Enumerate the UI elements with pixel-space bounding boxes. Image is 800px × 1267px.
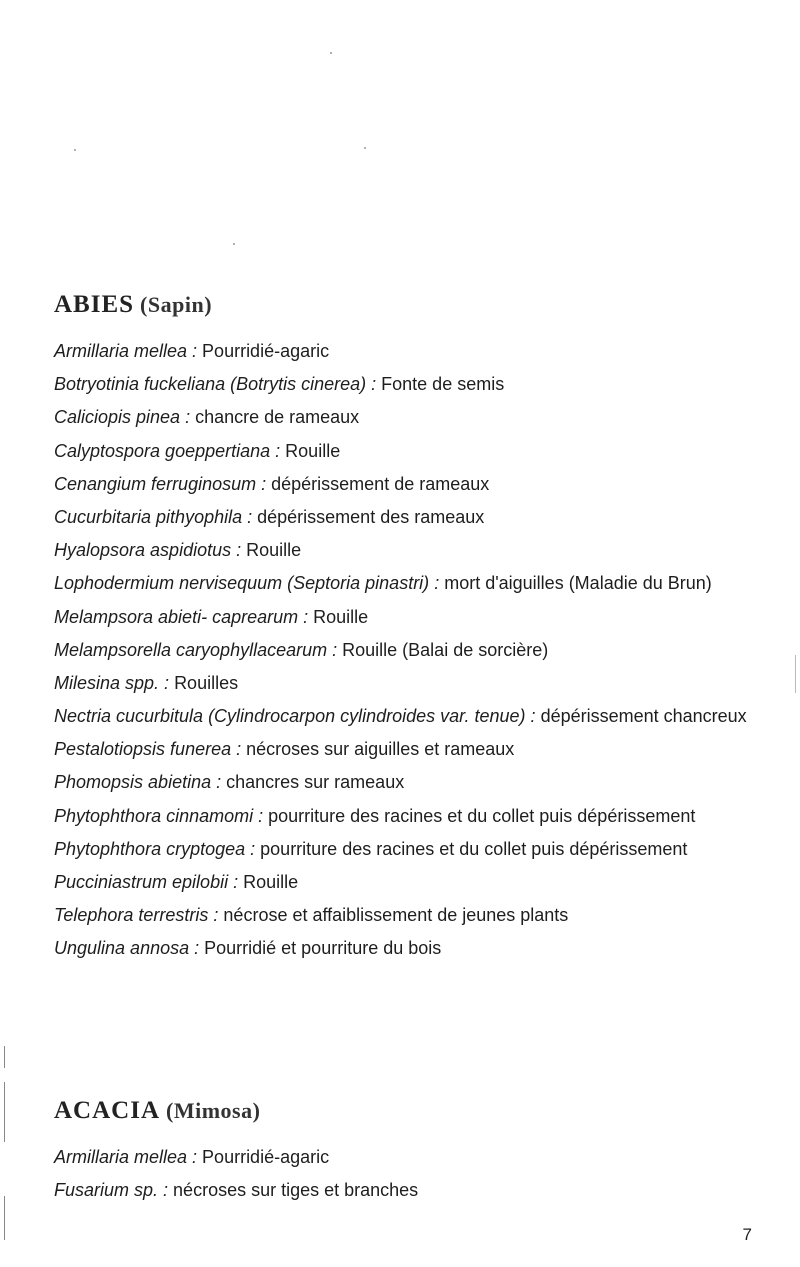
list-item [54,539,764,561]
entry-list [54,340,764,959]
list-item [54,340,764,362]
separator: : [270,440,286,461]
separator: : [429,573,445,594]
separator: : [245,838,261,859]
disease-description: Pourridié et pourriture du bois [204,938,442,959]
species-name: Fusarium sp. [54,1180,159,1201]
separator: : [298,606,314,627]
scan-margin-line [4,1196,5,1240]
disease-description: chancres sur rameaux [226,772,405,793]
separator: : [208,905,224,926]
separator: : [327,639,343,660]
species-name: Cenangium ferruginosum [54,473,257,494]
disease-description: mort d'aiguilles (Maladie du Brun) [444,573,712,594]
separator: : [242,506,258,527]
disease-description: Pourridié-agaric [202,341,330,361]
list-item [54,904,764,926]
separator: : [158,1180,174,1201]
scan-margin-line [4,1082,5,1142]
list-item [54,506,764,528]
separator: : [211,772,227,793]
separator: : [187,341,203,361]
disease-description: chancre de rameaux [195,407,360,428]
disease-description: pourriture des racines et du collet puis dépérissement [268,805,696,826]
scan-speck [233,243,235,245]
list-item [54,771,764,793]
entry-list [54,1146,764,1201]
species-name: Milesina spp. [54,672,160,693]
list-item [54,705,764,727]
species-name: Armillaria mellea [54,1147,188,1167]
list-item [54,473,764,495]
disease-description: Rouille [243,872,299,892]
list-item [54,805,764,827]
separator: : [180,407,196,428]
species-name: Cucurbitaria pithyophila [54,506,243,527]
disease-description: Rouille (Balai de sorcière) [342,639,549,660]
list-item [54,440,764,462]
disease-description: Rouille [246,540,302,561]
list-item [54,738,764,760]
list-item [54,373,764,395]
genus-name: ACACIA [54,1097,160,1124]
disease-description: Fonte de semis [381,374,505,395]
species-name: Ungulina annosa [54,938,190,959]
list-item [54,406,764,428]
genus-name: ABIES [54,291,135,318]
species-name: Phomopsis abietina [54,772,212,793]
disease-description: Rouille [313,606,369,627]
separator: : [231,540,247,561]
disease-description: nécroses sur aiguilles et rameaux [246,739,515,760]
separator: : [525,706,541,727]
species-name: Telephora terrestris [54,905,209,926]
species-name: Armillaria mellea [54,341,188,361]
scan-margin-line [795,655,796,693]
disease-description: nécroses sur tiges et branches [173,1180,419,1201]
list-item [54,572,764,594]
disease-description: Pourridié-agaric [202,1147,330,1167]
species-name: Pucciniastrum epilobii [54,872,229,892]
section-acacia [54,1096,764,1212]
list-item [54,606,764,628]
list-item [54,672,764,694]
scan-speck [330,52,332,54]
disease-description: nécrose et affaiblissement de jeunes plants [223,905,569,926]
species-name: Melampsora abieti- caprearum [54,606,299,627]
species-name: Botryotinia fuckeliana (Botrytis cinerea) [54,374,367,395]
species-name: Pestalotiopsis funerea [54,739,232,760]
list-item [54,871,764,893]
section-heading [54,1096,764,1126]
disease-description: Rouille [285,440,341,461]
list-item [54,838,764,860]
scan-speck [74,149,76,151]
species-name: Calyptospora goeppertiana [54,440,271,461]
disease-description: Rouilles [174,672,239,693]
species-name: Nectria cucurbitula (Cylindrocarpon cylindroides var. tenue) [54,706,526,727]
list-item [54,639,764,661]
page-number: 7 [742,1225,752,1244]
scan-margin-line [4,1046,5,1068]
species-name: Phytophthora cryptogea [54,838,246,859]
species-name: Caliciopis pinea [54,407,181,428]
species-name: Hyalopsora aspidiotus [54,540,232,561]
species-name: Lophodermium nervisequum (Septoria pinastri) [54,573,430,594]
separator: : [187,1147,203,1167]
species-name: Phytophthora cinnamomi [54,805,254,826]
separator: : [231,739,247,760]
section-heading [54,290,764,320]
separator: : [159,672,175,693]
scan-speck [364,147,366,149]
disease-description: dépérissement des rameaux [257,506,485,527]
disease-description: pourriture des racines et du collet puis dépérissement [260,838,688,859]
separator: : [366,374,382,395]
list-item [54,937,764,959]
separator: : [189,938,205,959]
common-name: (Sapin) [140,292,213,317]
separator: : [228,872,244,892]
disease-description: dépérissement de rameaux [271,473,490,494]
list-item [54,1146,764,1168]
species-name: Melampsorella caryophyllacearum [54,639,328,660]
separator: : [256,473,272,494]
common-name: (Mimosa) [166,1098,261,1123]
separator: : [253,805,269,826]
section-abies [54,290,764,971]
list-item [54,1179,764,1201]
disease-description: dépérissement chancreux [540,706,747,727]
